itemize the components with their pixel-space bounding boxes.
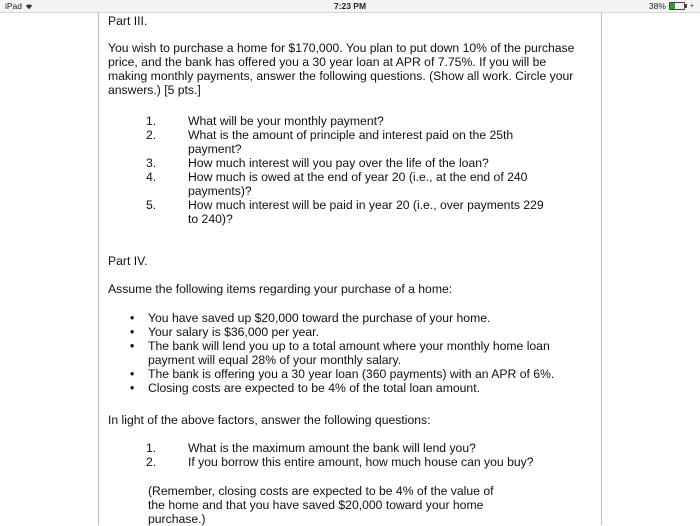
note-line: purchase.) xyxy=(148,512,206,526)
bullet-item xyxy=(108,339,588,367)
question-number: 2. xyxy=(146,128,157,142)
device-label: iPad xyxy=(5,1,23,11)
question-number: 1. xyxy=(146,114,157,128)
intro-line: answers.) [5 pts.] xyxy=(108,83,201,97)
question-text: How much interest will be paid in year 20 (i.e., over payments 229 xyxy=(188,198,544,212)
question-item xyxy=(108,441,588,455)
question-text: payment? xyxy=(188,142,242,156)
bullet-text: payment will equal 28% of your monthly salary. xyxy=(148,353,402,367)
bullet-icon: • xyxy=(130,311,135,325)
question-text: to 240)? xyxy=(188,212,233,226)
bullet-item xyxy=(108,367,588,381)
question-text: payments)? xyxy=(188,184,252,198)
bullet-text: The bank will lend you up to a total amount where your monthly home loan xyxy=(148,339,550,353)
intro-line: You wish to purchase a home for $170,000. You plan to put down 10% of the purchase xyxy=(108,41,575,55)
question-text: How much is owed at the end of year 20 (i.e., at the end of 240 xyxy=(188,170,528,184)
page-border-right xyxy=(601,12,602,525)
status-right xyxy=(649,1,694,11)
battery-percent: 38% xyxy=(648,1,666,11)
part3-intro xyxy=(108,41,588,97)
part4-heading: Part IV. xyxy=(108,254,148,268)
intro-line: price, and the bank has offered you a 30 year loan at APR of 7.75%. If you will be xyxy=(108,55,547,69)
intro-line: making monthly payments, answer the following questions. (Show all work. Circle your xyxy=(108,69,574,83)
part4-intro: Assume the following items regarding your purchase of a home: xyxy=(108,282,453,296)
question-text: If you borrow this entire amount, how much house can you buy? xyxy=(188,455,534,469)
page-border-left xyxy=(98,12,99,525)
bullet-icon: • xyxy=(130,339,135,353)
part4-lead: In light of the above factors, answer the following questions: xyxy=(108,413,431,427)
part4-bullet-list xyxy=(108,311,588,395)
bullet-text: Your salary is $36,000 per year. xyxy=(148,325,319,339)
bullet-text: The bank is offering you a 30 year loan (360 payments) with an APR of 6%. xyxy=(148,367,555,381)
question-item xyxy=(108,128,588,156)
question-item xyxy=(108,455,588,469)
charging-icon: + xyxy=(689,2,694,10)
part3-heading: Part III. xyxy=(108,14,148,28)
bullet-item xyxy=(108,311,588,325)
bullet-icon: • xyxy=(130,367,135,381)
status-bar xyxy=(0,0,700,13)
part4-question-list xyxy=(108,441,588,469)
question-item xyxy=(108,198,588,226)
bullet-icon: • xyxy=(130,325,135,339)
bullet-item xyxy=(108,381,588,395)
bullet-icon: • xyxy=(130,381,135,395)
note-line: the home and that you have saved $20,000 toward your home xyxy=(148,498,484,512)
part3-question-list xyxy=(108,114,588,226)
question-number: 5. xyxy=(146,198,157,212)
bullet-item xyxy=(108,325,588,339)
question-text: What is the maximum amount the bank will lend you? xyxy=(188,441,476,455)
note-line: (Remember, closing costs are expected to be 4% of the value of xyxy=(148,484,494,498)
question-item xyxy=(108,114,588,128)
question-number: 3. xyxy=(146,156,157,170)
question-number: 2. xyxy=(146,455,157,469)
question-text: What is the amount of principle and interest paid on the 25th xyxy=(188,128,514,142)
bullet-text: You have saved up $20,000 toward the purchase of your home. xyxy=(148,311,491,325)
question-item xyxy=(108,170,588,198)
bullet-text: Closing costs are expected to be 4% of the total loan amount. xyxy=(148,381,480,395)
question-number: 1. xyxy=(146,441,157,455)
question-text: How much interest will you pay over the life of the loan? xyxy=(188,156,489,170)
question-number: 4. xyxy=(146,170,157,184)
question-text: What will be your monthly payment? xyxy=(188,114,384,128)
clock: 7:23 PM xyxy=(333,1,367,11)
part4-note xyxy=(148,484,588,526)
question-item xyxy=(108,156,588,170)
battery-icon xyxy=(669,2,685,10)
